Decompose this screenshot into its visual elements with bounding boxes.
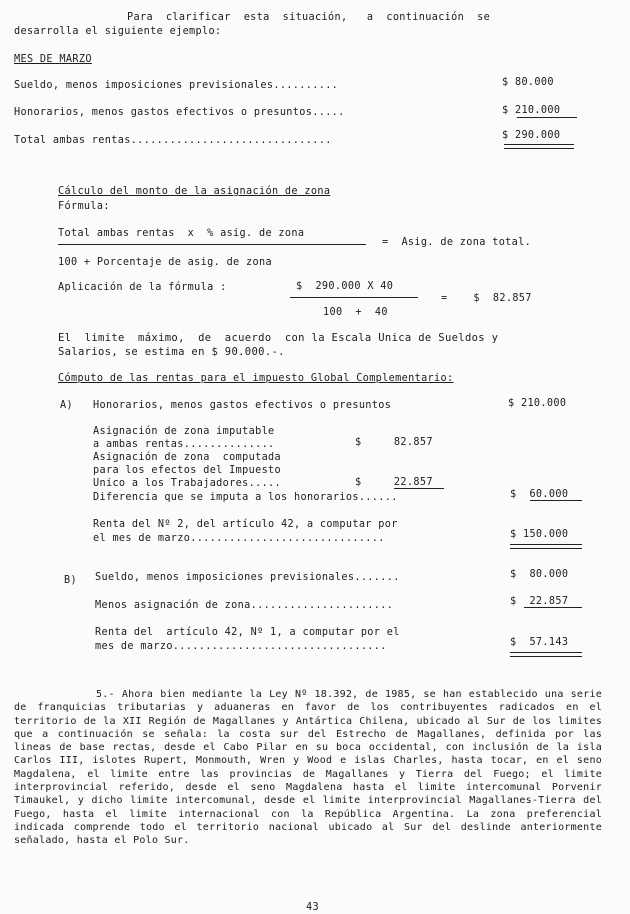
renta-a-line-1: Renta del Nº 2, del artículo 42, a computar por: [93, 519, 398, 530]
limit-line-1: El limite máximo, de acuerdo con la Escala Unica de Sueldos y: [58, 332, 499, 344]
renta-a-double-rule: [510, 544, 582, 549]
renta-b-value: $ 57.143: [510, 637, 569, 648]
application-numerator: $ 290.000 X 40: [296, 281, 394, 292]
difference-label: Diferencia que se imputa a los honorarios......: [93, 492, 398, 503]
limit-line-2: Salarios, se estima en $ 90.000.-.: [58, 346, 285, 358]
asig-imputable-value: $ 82.857: [355, 437, 433, 448]
renta-b-line-1: Renta del artículo 42, Nº 1, a computar por el: [95, 627, 400, 638]
paragraph-5: 5.- Ahora bien mediante la Ley Nº 18.392, de 1985, se han establecido una serie de franquicias tributarias y aduaneras en favor de los contribuyentes radicados en el territorio de la XII Región de Magallanes y Antártica Chilena, ubicado al Sur de los limites que a continuación se señala: la costa sur del Estrecho de Magallanes, definida por las lineas de base rectas, desde el Cabo Pilar en su boca occidental, con inclusión de la isla Carlos III, islotes Rupert, Monmouth, Wren y Wood e islas Charles, hasta tocar, en el seno Magdalena, el limite entre las provincias de Magallanes y Tierra del Fuego; el limite interprovincial referido, desde el seno Magdalena hasta el limite intercomunal Porvenir Timaukel, y dicho limite intercomunal, desde el limite interprovincial Magallanes-Tierra del Fuego, hasta el limite internacional con la República Argentina. La zona preferencial indicada comprende todo el territorio nacional ubicado al Sur del deslinde anteriormente señalado, hasta el Polo Sur.: [14, 689, 602, 847]
month-heading: MES DE MARZO: [14, 54, 92, 65]
section-b-marker: B): [64, 575, 77, 586]
section-a-title-value: $ 210.000: [508, 398, 567, 409]
application-fraction-line: [290, 297, 418, 298]
menos-asignacion-label: Menos asignación de zona......................: [95, 600, 394, 611]
menos-asignacion-value: $ 22.857: [510, 596, 569, 607]
renta-a-line-2: el mes de marzo..............................: [93, 533, 385, 544]
application-result: = $ 82.857: [441, 293, 532, 304]
intro-line-2: desarrolla el siguiente ejemplo:: [14, 26, 222, 37]
application-denominator: 100 + 40: [323, 307, 388, 318]
asig-imputable-line-1: Asignación de zona imputable: [93, 426, 275, 437]
section-b-title-value: $ 80.000: [510, 569, 569, 580]
asig-computada-line-3: Unico a los Trabajadores.....: [93, 478, 282, 489]
intro-line-1: Para clarificar esta situación, a continuación se: [127, 12, 491, 23]
asig-computada-line-1: Asignación de zona computada: [93, 452, 282, 463]
formula-numerator: Total ambas rentas x % asig. de zona: [58, 228, 305, 239]
renta-b-double-rule: [510, 652, 582, 657]
menos-asignacion-underline: [524, 607, 582, 608]
total-double-rule: [504, 144, 574, 149]
income-fees-label: Honorarios, menos gastos efectivos o presuntos.....: [14, 107, 345, 118]
formula-label: Fórmula:: [58, 201, 110, 212]
section-b-title: Sueldo, menos imposiciones previsionales.......: [95, 572, 400, 583]
formula-equals-result: = Asig. de zona total.: [382, 237, 532, 248]
asig-computada-underline: [394, 488, 444, 489]
page-number: 43: [306, 902, 319, 913]
formula-fraction-line: [58, 244, 366, 245]
asig-computada-value: $ 22.857: [355, 477, 433, 488]
section-a-title: Honorarios, menos gastos efectivos o presuntos: [93, 400, 392, 411]
renta-a-value: $ 150.000: [510, 529, 569, 540]
formula-denominator: 100 + Porcentaje de asig. de zona: [58, 257, 272, 268]
calc-heading: Cálculo del monto de la asignación de zona: [58, 186, 331, 197]
asig-computada-line-2: para los efectos del Impuesto: [93, 465, 282, 476]
income-total-label: Total ambas rentas...............................: [14, 135, 332, 146]
section-a-marker: A): [60, 400, 73, 411]
application-label: Aplicación de la fórmula :: [58, 282, 227, 293]
income-salary-value: $ 80.000: [502, 77, 554, 88]
difference-value: $ 60.000: [510, 489, 569, 500]
renta-b-line-2: mes de marzo.................................: [95, 641, 387, 652]
fees-underline: [517, 117, 577, 118]
income-fees-value: $ 210.000: [502, 105, 561, 116]
difference-underline: [530, 500, 582, 501]
income-salary-label: Sueldo, menos imposiciones previsionales..........: [14, 80, 339, 91]
computo-heading: Cómputo de las rentas para el impuesto Global Complementario:: [58, 373, 454, 384]
income-total-value: $ 290.000: [502, 130, 561, 141]
asig-imputable-line-2: a ambas rentas..............: [93, 439, 275, 450]
